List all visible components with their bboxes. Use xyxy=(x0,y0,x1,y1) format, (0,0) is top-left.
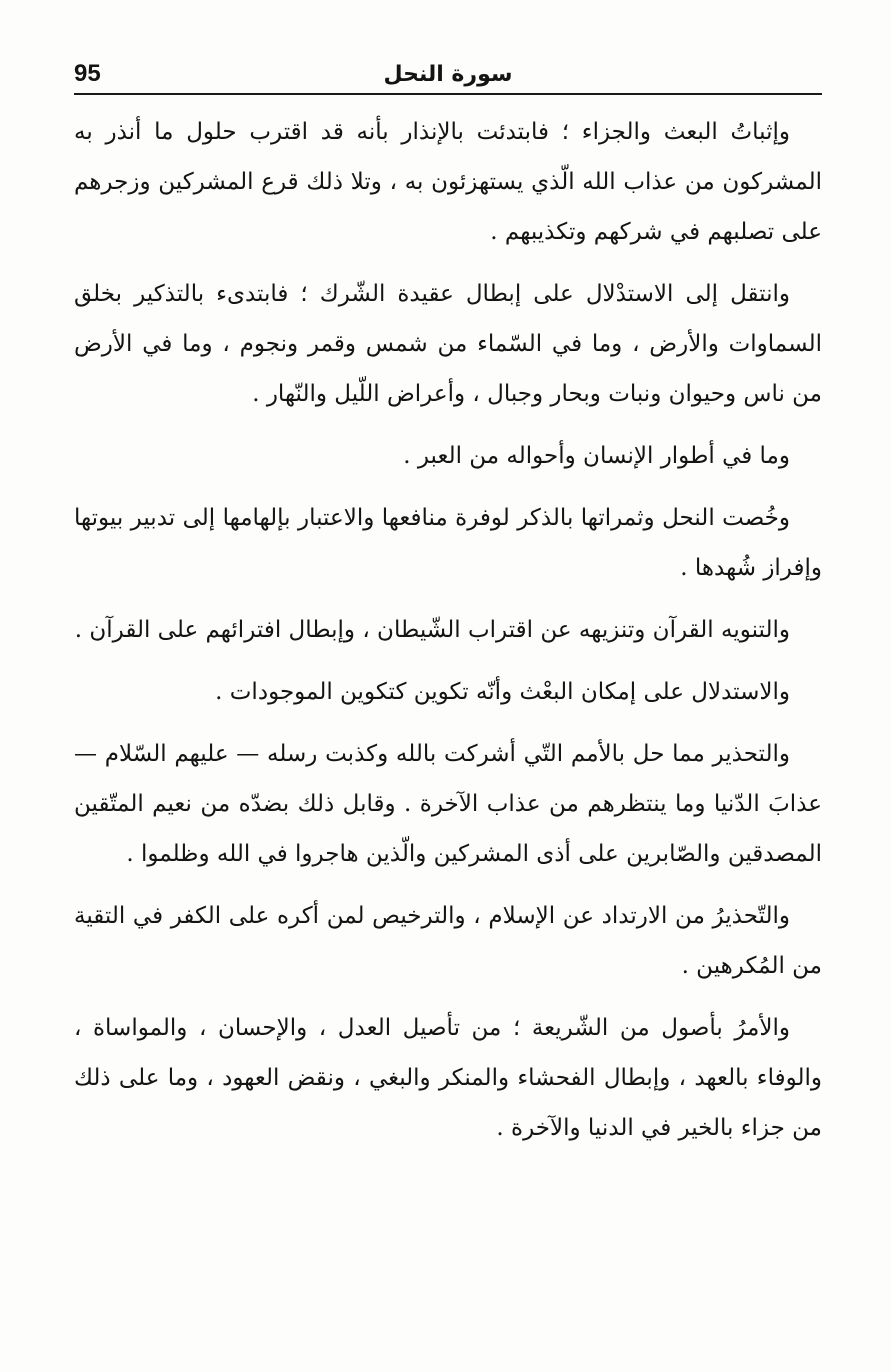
body-text xyxy=(74,107,822,1165)
page-header xyxy=(74,52,822,98)
paragraph-8: والتّحذيرُ من الارتداد عن الإسلام ، والترخيص لمن أكره على الكفر في التقية من المُكرهين . xyxy=(74,903,822,979)
paragraph-4: وخُصت النحل وثمراتها بالذكر لوفرة منافعها والاعتبار بإلهامها إلى تدبير بيوتها وإفراز شُهدها . xyxy=(74,505,822,581)
paragraph-1: وإثباتُ البعث والجزاء ؛ فابتدئت بالإنذار بأنه قد اقترب حلول ما أنذر به المشركون من عذاب الله الّذي يستهزئون به ، وتلا ذلك قرع المشركين وزجرهم على تصلبهم في شركهم وتكذيبهم . xyxy=(74,119,822,245)
paragraph-7: والتحذير مما حل بالأمم التّي أشركت بالله وكذبت رسله — عليهم السّلام — عذابَ الدّنيا وما ينتظرهم من عذاب الآخرة . وقابل ذلك بضدّه من نعيم المتّقين المصدقين والصّابرين على أذى المشركين والّذين هاجروا في الله وظلموا . xyxy=(74,741,822,867)
paragraph-5: والتنويه القرآن وتنزيهه عن اقتراب الشّيطان ، وإبطال افترائهم على القرآن . xyxy=(74,617,790,643)
running-title: سورة النحل xyxy=(383,62,513,87)
header-rule xyxy=(74,93,822,95)
paragraph-3: وما في أطوار الإنسان وأحواله من العبر . xyxy=(403,443,790,469)
paragraph-6: والاستدلال على إمكان البعْث وأنّه تكوين كتكوين الموجودات . xyxy=(215,679,790,705)
paragraph-2: وانتقل إلى الاستدْلال على إبطال عقيدة الشّرك ؛ فابتدىء بالتذكير بخلق السماوات والأرض ، وما في السّماء من شمس وقمر ونجوم ، وما في الأرض من ناس وحيوان ونبات وبحار وجبال ، وأعراض اللّيل والنّهار . xyxy=(74,281,822,407)
paragraph-9: والأمرُ بأصول من الشّريعة ؛ من تأصيل العدل ، والإحسان ، والمواساة ، والوفاء بالعهد ، وإبطال الفحشاء والمنكر والبغي ، ونقض العهود ، وما على ذلك من جزاء بالخير في الدنيا والآخرة . xyxy=(74,1015,822,1141)
page-number: 95 xyxy=(74,60,101,87)
